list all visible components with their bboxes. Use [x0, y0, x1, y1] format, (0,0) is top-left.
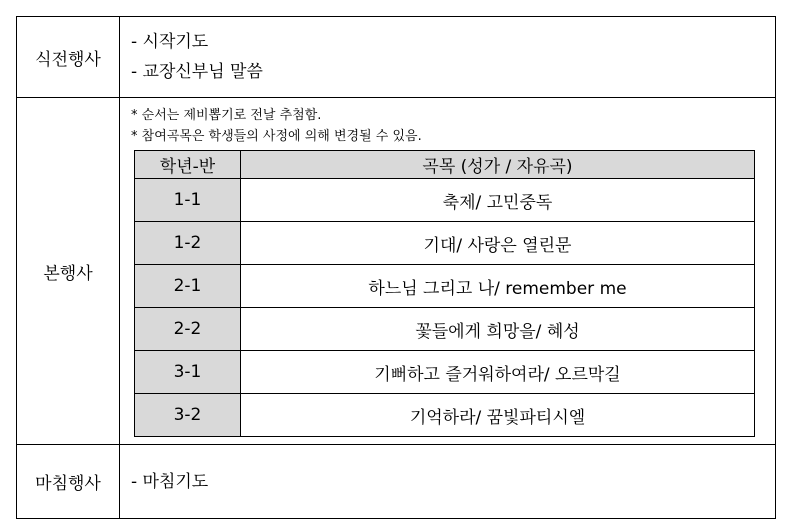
main-label: 본행사 — [17, 98, 120, 445]
song-cell: 기억하라/ 꿈빛파티시엘 — [241, 394, 755, 437]
note-line: * 참여곡목은 학생들의 사정에 의해 변경될 수 있음. — [131, 129, 422, 144]
opening-content — [120, 17, 776, 98]
song-cell: 기대/ 사랑은 열린문 — [241, 222, 755, 265]
program-table — [16, 16, 776, 519]
closing-section — [17, 445, 776, 519]
table-row — [135, 222, 755, 265]
song-cell: 축제/ 고민중독 — [241, 179, 755, 222]
song-cell: 하느님 그리고 나/ remember me — [241, 265, 755, 308]
class-cell: 2-1 — [135, 265, 241, 308]
table-row — [135, 179, 755, 222]
song-column-header: 곡목 (성가 / 자유곡) — [241, 151, 755, 179]
table-row — [135, 265, 755, 308]
song-table-header — [135, 151, 755, 179]
table-row — [135, 308, 755, 351]
main-section — [17, 98, 776, 445]
table-row — [135, 394, 755, 437]
closing-label: 마침행사 — [17, 445, 120, 519]
song-table — [134, 150, 755, 437]
note-line: * 순서는 제비뽑기로 전날 추첨함. — [131, 108, 322, 123]
table-row — [135, 351, 755, 394]
closing-content — [120, 445, 776, 519]
opening-item: - 시작기도 — [131, 32, 209, 52]
main-content — [120, 98, 776, 445]
song-cell: 기뻐하고 즐거워하여라/ 오르막길 — [241, 351, 755, 394]
opening-label: 식전행사 — [17, 17, 120, 98]
opening-section — [17, 17, 776, 98]
class-cell: 2-2 — [135, 308, 241, 351]
closing-item: - 마침기도 — [131, 471, 209, 492]
song-cell: 꽃들에게 희망을/ 혜성 — [241, 308, 755, 351]
class-column-header: 학년-반 — [135, 151, 241, 179]
class-cell: 1-2 — [135, 222, 241, 265]
class-cell: 3-2 — [135, 394, 241, 437]
class-cell: 3-1 — [135, 351, 241, 394]
class-cell: 1-1 — [135, 179, 241, 222]
opening-item: - 교장신부님 말씀 — [131, 62, 263, 82]
